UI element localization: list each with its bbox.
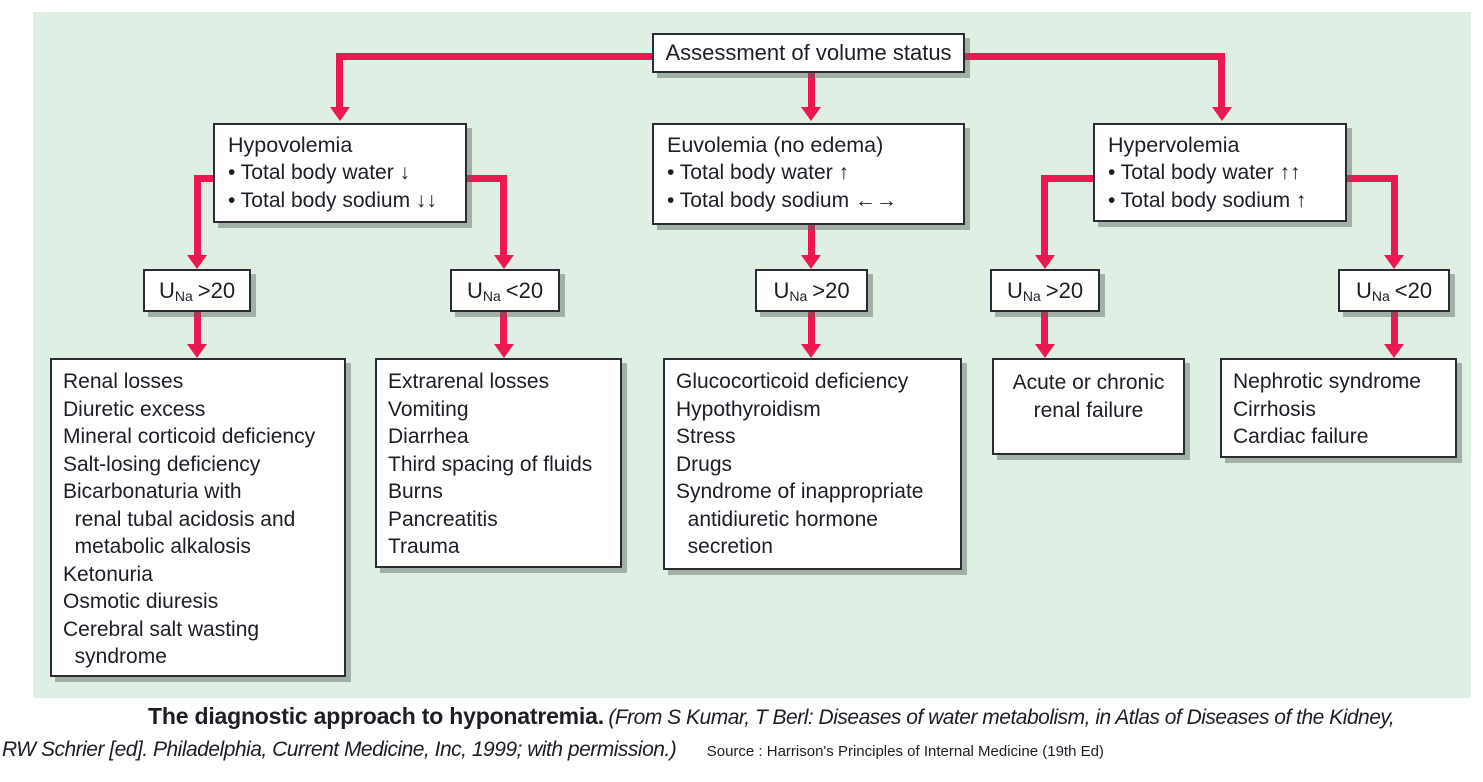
- node-outcome-renal-losses: [50, 358, 346, 677]
- branch-bullet: • Total body water ↓: [228, 161, 411, 184]
- arrowhead-to-una-4: [1035, 255, 1055, 269]
- list-line: renal failure: [1033, 398, 1144, 422]
- list-line: metabolic alkalosis: [63, 535, 251, 558]
- una-base: U: [1006, 277, 1023, 303]
- list-line: Burns: [388, 480, 443, 503]
- una-condition: <20: [1394, 277, 1433, 303]
- node-outcome-extrarenal-losses: [375, 358, 622, 568]
- arrowhead-to-outcome-2: [494, 344, 514, 358]
- una-base: U: [158, 277, 175, 303]
- list-line: Hypothyroidism: [676, 397, 821, 421]
- node-una-1: [143, 269, 251, 312]
- list-line: Diuretic excess: [63, 397, 206, 421]
- connector-euvo-v: [808, 225, 815, 255]
- node-outcome-nephrotic-cirrhosis-cardiac: [1220, 358, 1457, 458]
- branch-bullet: • Total body water ↑: [667, 161, 850, 184]
- list-line: Mineral corticoid deficiency: [63, 425, 316, 448]
- list-line: syndrome: [63, 645, 167, 668]
- list-line: Syndrome of inappropriate: [676, 480, 924, 503]
- node-assessment-of-volume-status: [652, 33, 965, 73]
- arrowhead-to-una-3: [801, 255, 821, 269]
- node-una-3: [755, 269, 868, 312]
- list-line: Stress: [676, 425, 736, 448]
- connector-una3-v: [808, 312, 815, 344]
- una-condition: >20: [197, 277, 236, 303]
- list-line: Acute or chronic: [1012, 371, 1165, 394]
- branch-bullet: • Total body sodium ↑: [1108, 189, 1307, 212]
- una-condition: <20: [505, 277, 544, 303]
- list-line: Trauma: [388, 535, 460, 558]
- arrowhead-to-euvolemia: [801, 107, 821, 121]
- connector-hyper-left-v: [1041, 175, 1048, 255]
- list-line: Drugs: [676, 452, 733, 476]
- list-line: Nephrotic syndrome: [1233, 370, 1421, 393]
- una-subscript: Na: [482, 287, 501, 304]
- node-outcome-glucocorticoid-deficiency: [663, 358, 962, 570]
- list-line: Cirrhosis: [1233, 397, 1316, 421]
- caption-title: The diagnostic approach to hyponatremia.: [148, 703, 604, 729]
- branch-title: Hypovolemia: [228, 133, 353, 157]
- connector-una2-v: [500, 312, 507, 344]
- list-line: Extrarenal losses: [388, 370, 550, 393]
- list-line: Renal losses: [63, 370, 184, 393]
- una-subscript: Na: [174, 287, 193, 304]
- node-euvolemia: [652, 123, 965, 225]
- figure-caption-line-2: [2, 738, 1104, 762]
- caption-citation-part-2: RW Schrier [ed]. Philadelphia, Current Medicine, Inc, 1999; with permission.): [2, 738, 677, 761]
- branch-bullet: • Total body sodium ←→: [667, 189, 897, 212]
- list-line: renal tubal acidosis and: [63, 507, 296, 531]
- connector-root-mid-v: [808, 72, 815, 107]
- node-label: Assessment of volume status: [665, 40, 952, 65]
- connector-una1-v: [194, 312, 201, 344]
- list-line: Osmotic diuresis: [63, 590, 219, 613]
- caption-source: Source : Harrison's Principles of Internal Medicine (19th Ed): [706, 743, 1104, 760]
- list-line: secretion: [676, 535, 773, 558]
- connector-root-right-h: [965, 53, 1225, 60]
- branch-title: Euvolemia (no edema): [667, 133, 884, 157]
- branch-bullet: • Total body sodium ↓↓: [228, 189, 437, 212]
- una-condition: >20: [812, 277, 850, 303]
- connector-una4-v: [1041, 312, 1048, 344]
- list-line: Pancreatitis: [388, 507, 498, 531]
- arrowhead-to-una-5: [1384, 255, 1404, 269]
- list-line: Bicarbonaturia with: [63, 480, 242, 503]
- connector-root-left-h: [336, 53, 653, 60]
- arrowhead-to-outcome-4: [1035, 344, 1055, 358]
- una-subscript: Na: [789, 287, 808, 304]
- list-line: Cerebral salt wasting: [63, 617, 260, 641]
- arrowhead-to-una-2: [494, 255, 514, 269]
- node-una-5: [1338, 269, 1450, 312]
- connector-hyper-left-h: [1041, 175, 1093, 182]
- arrowhead-to-una-1: [187, 255, 207, 269]
- list-line: Third spacing of fluids: [388, 452, 593, 476]
- list-line: Ketonuria: [63, 562, 153, 586]
- una-base: U: [1355, 277, 1372, 303]
- arrowhead-to-outcome-5: [1384, 344, 1404, 358]
- arrowhead-to-hypervolemia: [1212, 107, 1232, 121]
- arrowhead-to-outcome-1: [187, 344, 207, 358]
- list-line: Vomiting: [388, 397, 469, 421]
- list-line: Salt-losing deficiency: [63, 452, 261, 476]
- una-subscript: Na: [1371, 287, 1390, 304]
- caption-citation-part-1: (From S Kumar, T Berl: Diseases of water metabolism, in Atlas of Diseases of the Kidney,: [608, 706, 1395, 729]
- node-hypervolemia: [1093, 123, 1347, 222]
- una-base: U: [466, 277, 483, 303]
- connector-hypo-right-v: [500, 175, 507, 255]
- branch-bullet: • Total body water ↑↑: [1108, 161, 1301, 184]
- branch-title: Hypervolemia: [1108, 133, 1240, 157]
- connector-hypo-left-v: [194, 175, 201, 255]
- list-line: Cardiac failure: [1233, 425, 1369, 448]
- node-outcome-renal-failure: [992, 358, 1185, 455]
- una-base: U: [773, 277, 790, 303]
- connector-root-right-v: [1218, 53, 1225, 107]
- figure-caption-line-1: [148, 703, 1394, 730]
- node-una-2: [450, 269, 560, 312]
- connector-hyper-right-v: [1391, 175, 1398, 255]
- list-line: Glucocorticoid deficiency: [676, 370, 909, 393]
- una-condition: >20: [1045, 277, 1084, 303]
- arrowhead-to-outcome-3: [801, 344, 821, 358]
- node-hypovolemia: [213, 123, 467, 223]
- list-line: antidiuretic hormone: [676, 507, 878, 531]
- node-una-4: [990, 269, 1100, 312]
- connector-una5-v: [1391, 312, 1398, 344]
- list-line: Diarrhea: [388, 425, 469, 448]
- arrowhead-to-hypovolemia: [330, 107, 350, 121]
- una-subscript: Na: [1022, 287, 1041, 304]
- connector-root-left-v: [336, 53, 343, 107]
